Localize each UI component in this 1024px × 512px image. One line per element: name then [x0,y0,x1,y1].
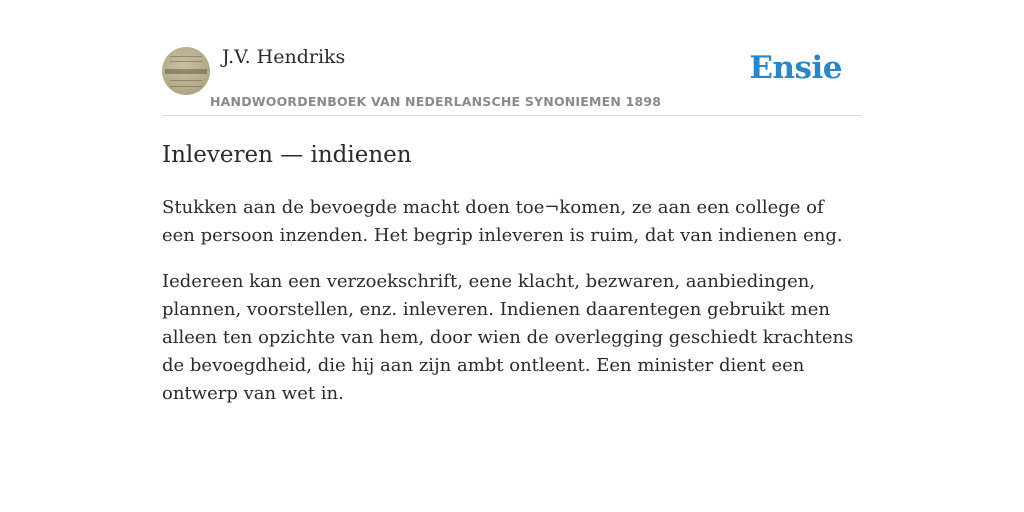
source-title[interactable]: HANDWOORDENBOEK VAN NEDERLANSCHE SYNONIEMEN 1898 [210,94,662,109]
author-name[interactable]: J.V. Hendriks [222,46,346,68]
source-book-avatar[interactable] [162,47,210,95]
entry-header [162,44,862,116]
entry-paragraph: Iedereen kan een verzoekschrift, eene klacht, bezwaren, aanbiedingen, plannen, voorstellen, enz. inleveren. Indienen daarentegen gebruikt men alleen ten opzichte van hem, door wien de overlegging geschiedt krachtens de bevoegdheid, die hij aan zijn ambt ontleent. Een minister dient een ontwerp van wet in. [162,271,854,404]
entry-title: Inleveren — indienen [162,142,412,168]
entry-card [162,44,862,408]
entry-paragraph: Stukken aan de bevoegde macht doen toe¬komen, ze aan een college of een persoon inzenden. Het begrip inleveren is ruim, dat van indienen eng. [162,197,843,246]
ensie-logo[interactable]: Ensie [749,50,842,86]
